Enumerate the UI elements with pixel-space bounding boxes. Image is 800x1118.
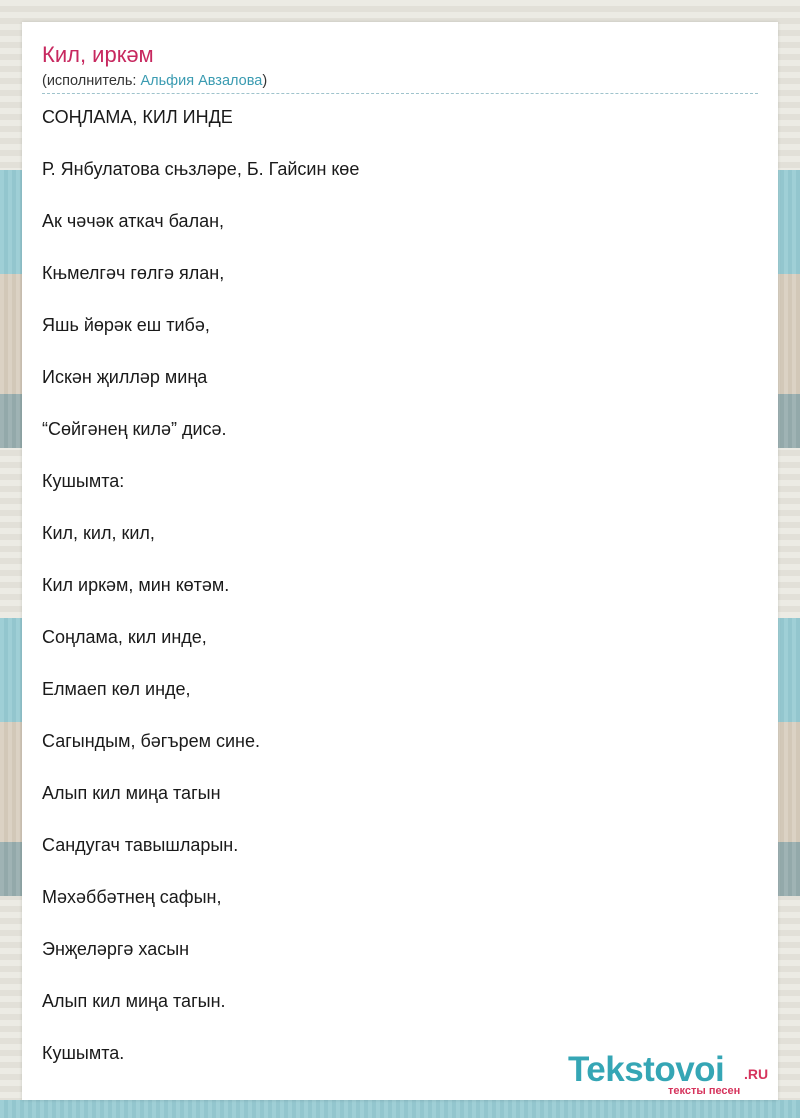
lyric-line: Алып кил миңа тагын (42, 783, 221, 803)
lyric-line: Елмаеп көл инде, (42, 679, 191, 699)
lyric-line: Соңлама, кил инде, (42, 627, 207, 647)
lyric-line: Яшь йөрәк еш тибә, (42, 315, 210, 335)
lyric-line: Сандугач тавышларын. (42, 835, 239, 855)
lyric-line: Кушымта. (42, 1043, 125, 1063)
dashed-divider (42, 93, 758, 94)
lyric-line: Кил, кил, кил, (42, 523, 155, 543)
bg-band-teal-3 (0, 1100, 800, 1118)
performer-line (42, 73, 267, 89)
lyric-line: Књмелгәч гөлгә ялан, (42, 263, 225, 283)
lyrics-body (42, 104, 742, 1092)
lyric-line: Кил иркәм, мин көтәм. (42, 575, 230, 595)
lyric-line: “Сөйгәнең килә” дисә. (42, 419, 227, 439)
lyric-line: Кушымта: (42, 471, 125, 491)
logo-brand: Tekstovoi (568, 1050, 725, 1089)
lyric-line: Ак чәчәк аткач балан, (42, 211, 225, 231)
lyrics-card (22, 22, 778, 1100)
logo-tagline: тексты песен (668, 1085, 741, 1097)
artist-link[interactable]: Альфия Авзалова (140, 73, 263, 89)
lyric-line: Энҗеләргә хасын (42, 939, 190, 959)
lyric-line: Искән җилләр миңа (42, 367, 208, 387)
lyric-line: Алып кил миңа тагын. (42, 991, 226, 1011)
song-title: Кил, иркәм (42, 42, 154, 67)
site-logo[interactable] (568, 1050, 778, 1100)
lyric-line: Р. Янбулатова сњзләре, Б. Гайсин көе (42, 159, 360, 179)
performer-suffix: ) (262, 73, 268, 89)
lyric-line: Мәхәббәтнең сафын, (42, 887, 222, 907)
lyric-line: СОҢЛАМА, КИЛ ИНДЕ (42, 107, 233, 127)
lyric-line: Сагындым, бәгърем сине. (42, 731, 261, 751)
performer-prefix: (исполнитель: (42, 73, 141, 89)
logo-tld: .RU (744, 1066, 769, 1082)
